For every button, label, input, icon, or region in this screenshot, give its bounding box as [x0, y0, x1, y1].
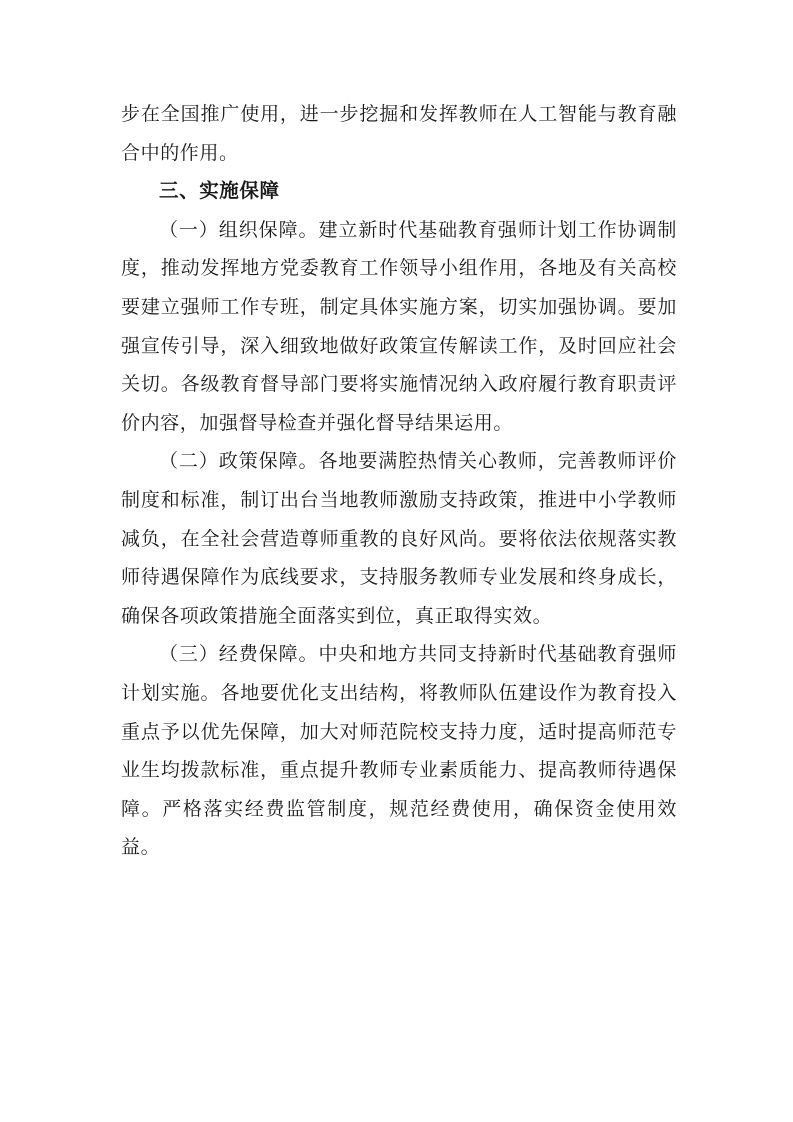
paragraph-funding-guarantee: （三）经费保障。中央和地方共同支持新时代基础教育强师计划实施。各地要优化支出结构，将教师队伍建设作为教育投入重点予以优先保障，加大对师范院校支持力度，适时提高师范专业生均拨款标准，重点提升教师专业素质能力、提高教师待遇保障。严格落实经费监管制度，规范经费使用，确保资金使用效益。 — [121, 643, 677, 859]
document-body — [121, 95, 677, 867]
section-heading: 三、实施保障 — [159, 179, 280, 203]
continuation-paragraph: 步在全国推广使用，进一步挖掘和发挥教师在人工智能与教育融合中的作用。 — [121, 103, 677, 164]
paragraph-organization-guarantee: （一）组织保障。建立新时代基础教育强师计划工作协调制度，推动发挥地方党委教育工作领导小组作用，各地及有关高校要建立强师工作专班，制定具体实施方案，切实加强协调。要加强宣传引导，深入细致地做好政策宣传解读工作，及时回应社会关切。各级教育督导部门要将实施情况纳入政府履行教育职责评价内容，加强督导检查并强化督导结果运用。 — [121, 218, 677, 434]
paragraph-policy-guarantee: （二）政策保障。各地要满腔热情关心教师，完善教师评价制度和标准，制订出台当地教师激励支持政策，推进中小学教师减负，在全社会营造尊师重教的良好风尚。要将依法依规落实教师待遇保障作为底线要求，支持服务教师专业发展和终身成长，确保各项政策措施全面落实到位，真正取得实效。 — [121, 450, 677, 627]
